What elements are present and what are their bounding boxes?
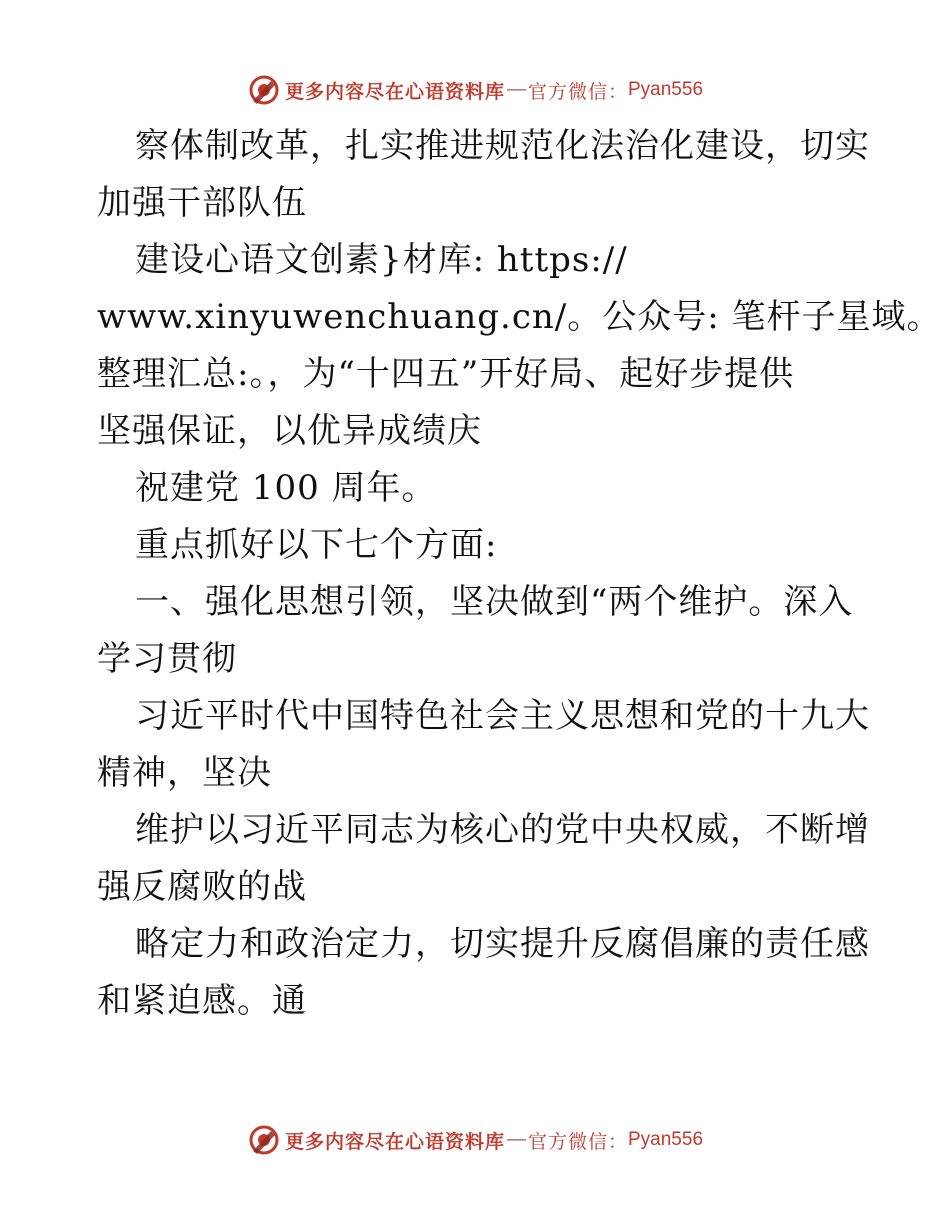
pen-logo-icon <box>247 1123 281 1157</box>
header-banner <box>0 70 950 110</box>
text-line: 维护以习近平同志为核心的党中央权威，不断增 <box>135 810 870 850</box>
text-line: 整理汇总:。，为“十四五”开好局、起好步提供 <box>97 354 795 394</box>
footer-banner <box>0 1120 950 1160</box>
text-line: 坚强保证，以优异成绩庆 <box>97 411 482 451</box>
text-line: 一、强化思想引领，坚决做到“两个维护。深入 <box>135 582 854 622</box>
text-line: 重点抓好以下七个方面: <box>135 525 498 565</box>
text-line: www.xinyuwenchuang.cn/。公众号: 笔杆子星域。 <box>97 297 942 337</box>
text-line: 精神，坚决 <box>97 753 272 793</box>
text-line: 学习贯彻 <box>97 639 237 679</box>
brand-text: 更多内容尽在心语资料库 <box>284 80 505 103</box>
document-body <box>97 118 942 1030</box>
banner-separator: — <box>506 79 526 100</box>
text-line: 习近平时代中国特色社会主义思想和党的十九大 <box>135 696 870 736</box>
wechat-id: Pyan556 <box>628 79 704 100</box>
text-line: 强反腐败的战 <box>97 867 307 907</box>
banner-separator: — <box>506 1129 526 1150</box>
wechat-label: 官方微信： <box>527 80 628 103</box>
text-line: 加强干部队伍 <box>97 183 307 223</box>
brand-text: 更多内容尽在心语资料库 <box>284 1130 505 1153</box>
text-line: 和紧迫感。通 <box>97 981 307 1021</box>
pen-logo-icon <box>247 73 281 107</box>
text-line: 察体制改革，扎实推进规范化法治化建设，切实 <box>135 126 870 166</box>
wechat-label: 官方微信： <box>527 1130 628 1153</box>
wechat-id: Pyan556 <box>628 1129 704 1150</box>
text-line: 略定力和政治定力，切实提升反腐倡廉的责任感 <box>135 924 870 964</box>
text-line: 祝建党 100 周年。 <box>135 468 437 508</box>
text-line: 建设心语文创素}材库: https:// <box>135 240 628 280</box>
